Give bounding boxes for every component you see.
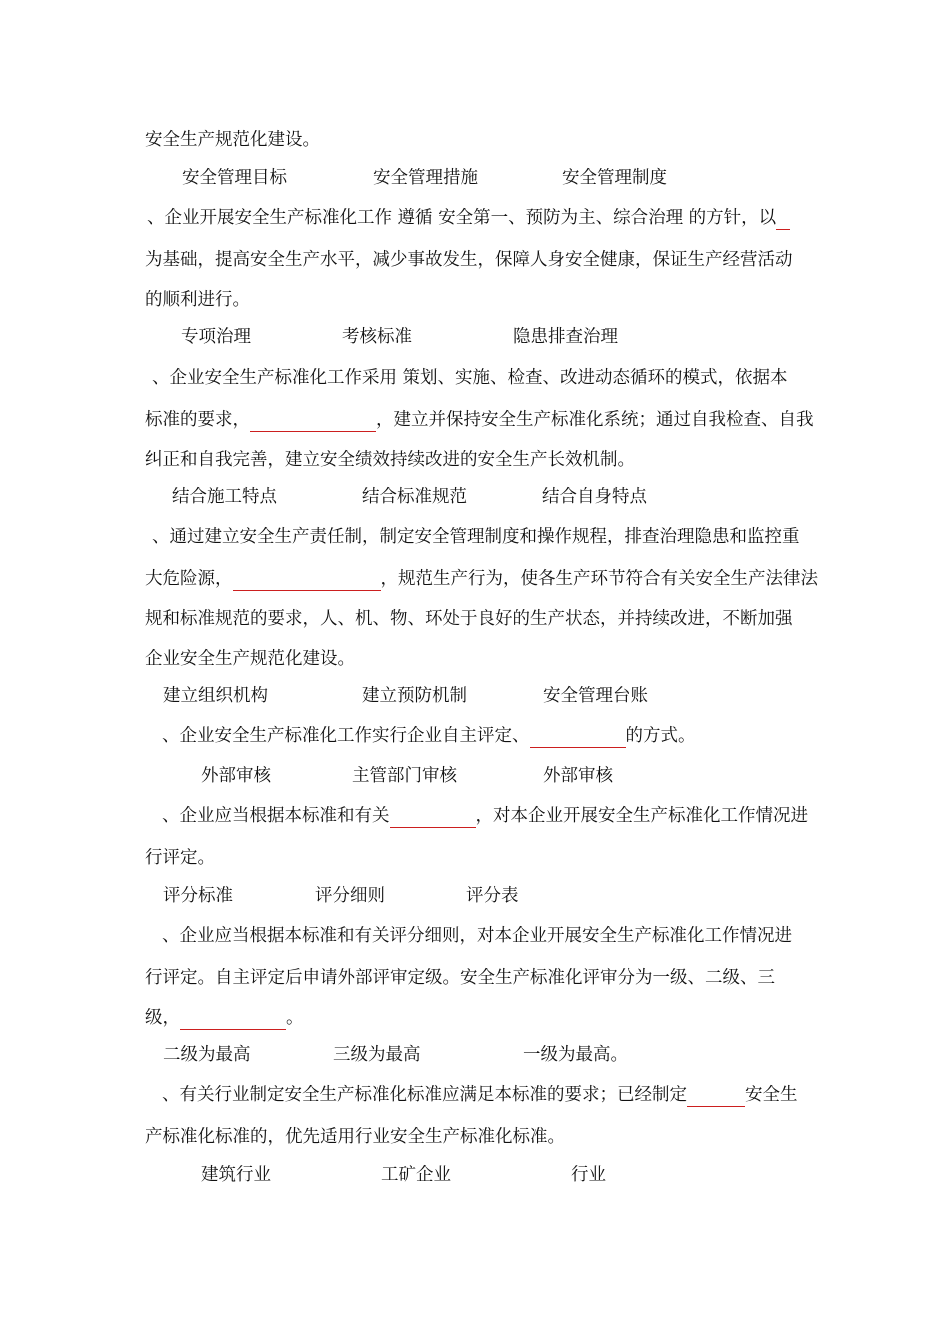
option-c: 隐患排查治理 bbox=[513, 327, 618, 347]
option-c: 一级为最高。 bbox=[523, 1045, 628, 1065]
text-segment: 级， bbox=[145, 1008, 180, 1028]
question-1-line-2: 为基础，提高安全生产水平，减少事故发生，保障人身安全健康，保证生产经营活动 bbox=[145, 250, 793, 270]
question-6-line-3 bbox=[145, 1006, 304, 1030]
answer-blank bbox=[530, 727, 626, 748]
option-c: 外部审核 bbox=[543, 766, 613, 786]
question-7-line-2: 产标准化标准的，优先适用行业安全生产标准化标准。 bbox=[145, 1127, 565, 1147]
text-segment: 标准的要求， bbox=[145, 410, 250, 430]
option-b: 评分细则 bbox=[315, 886, 385, 906]
text-segment: ，对本企业开展安全生产标准化工作情况进 bbox=[475, 806, 808, 826]
text-segment: 、企业安全生产标准化工作实行企业自主评定、 bbox=[162, 726, 530, 746]
text-segment: 安全生 bbox=[745, 1085, 798, 1105]
answer-blank bbox=[776, 209, 790, 230]
option-a: 安全管理目标 bbox=[182, 168, 287, 188]
option-c: 安全管理制度 bbox=[562, 168, 667, 188]
text-segment: 、有关行业制定安全生产标准化标准应满足本标准的要求；已经制定 bbox=[162, 1085, 687, 1105]
option-a: 二级为最高 bbox=[163, 1045, 251, 1065]
option-b: 建立预防机制 bbox=[362, 686, 467, 706]
option-a: 外部审核 bbox=[201, 766, 271, 786]
question-5-line-2: 行评定。 bbox=[145, 848, 215, 868]
question-2-line-1: 、企业安全生产标准化工作采用 策划、实施、检查、改进动态循环的模式，依据本 bbox=[152, 368, 788, 388]
option-b: 三级为最高 bbox=[333, 1045, 421, 1065]
option-b: 安全管理措施 bbox=[373, 168, 478, 188]
option-b: 主管部门审核 bbox=[352, 766, 457, 786]
text-segment: ，建立并保持安全生产标准化系统；通过自我检查、自我 bbox=[376, 410, 814, 430]
answer-blank bbox=[687, 1086, 745, 1107]
option-c: 安全管理台账 bbox=[543, 686, 648, 706]
question-6-line-1: 、企业应当根据本标准和有关评分细则，对本企业开展安全生产标准化工作情况进 bbox=[162, 926, 792, 946]
question-3-line-4: 企业安全生产规范化建设。 bbox=[145, 649, 355, 669]
text-segment: 。 bbox=[286, 1008, 304, 1028]
question-4-line-1 bbox=[162, 724, 696, 748]
option-a: 建筑行业 bbox=[201, 1165, 271, 1185]
question-3-line-3: 规和标准规范的要求，人、机、物、环处于良好的生产状态，并持续改进，不断加强 bbox=[145, 609, 793, 629]
question-1-line-1 bbox=[147, 206, 790, 230]
option-a: 评分标准 bbox=[163, 886, 233, 906]
option-a: 专项治理 bbox=[181, 327, 251, 347]
question-2-line-2 bbox=[145, 408, 814, 432]
option-c: 行业 bbox=[571, 1165, 606, 1185]
option-c: 评分表 bbox=[466, 886, 519, 906]
question-6-line-2: 行评定。自主评定后申请外部评审定级。安全生产标准化评审分为一级、二级、三 bbox=[145, 968, 775, 988]
text-segment: 大危险源， bbox=[145, 569, 233, 589]
text-line: 安全生产规范化建设。 bbox=[145, 130, 320, 150]
text-segment: 、企业应当根据本标准和有关 bbox=[162, 806, 390, 826]
answer-blank bbox=[180, 1009, 286, 1030]
answer-blank bbox=[250, 411, 376, 432]
question-1-line-3: 的顺利进行。 bbox=[145, 290, 250, 310]
question-3-line-2 bbox=[145, 567, 818, 591]
option-c: 结合自身特点 bbox=[542, 487, 647, 507]
option-a: 结合施工特点 bbox=[172, 487, 277, 507]
answer-blank bbox=[390, 807, 476, 828]
answer-blank bbox=[233, 570, 381, 591]
option-b: 工矿企业 bbox=[381, 1165, 451, 1185]
text-segment: 的方式。 bbox=[625, 726, 696, 746]
question-7-line-1 bbox=[162, 1083, 798, 1107]
text-segment: ，规范生产行为，使各生产环节符合有关安全生产法律法 bbox=[380, 569, 818, 589]
option-b: 结合标准规范 bbox=[362, 487, 467, 507]
question-2-line-3: 纠正和自我完善，建立安全绩效持续改进的安全生产长效机制。 bbox=[145, 450, 635, 470]
option-b: 考核标准 bbox=[342, 327, 412, 347]
text-segment: 、企业开展安全生产标准化工作 遵循 安全第一、预防为主、综合治理 的方针，以 bbox=[147, 208, 777, 228]
question-5-line-1 bbox=[162, 804, 808, 828]
question-3-line-1: 、通过建立安全生产责任制，制定安全管理制度和操作规程，排查治理隐患和监控重 bbox=[152, 527, 800, 547]
option-a: 建立组织机构 bbox=[163, 686, 268, 706]
